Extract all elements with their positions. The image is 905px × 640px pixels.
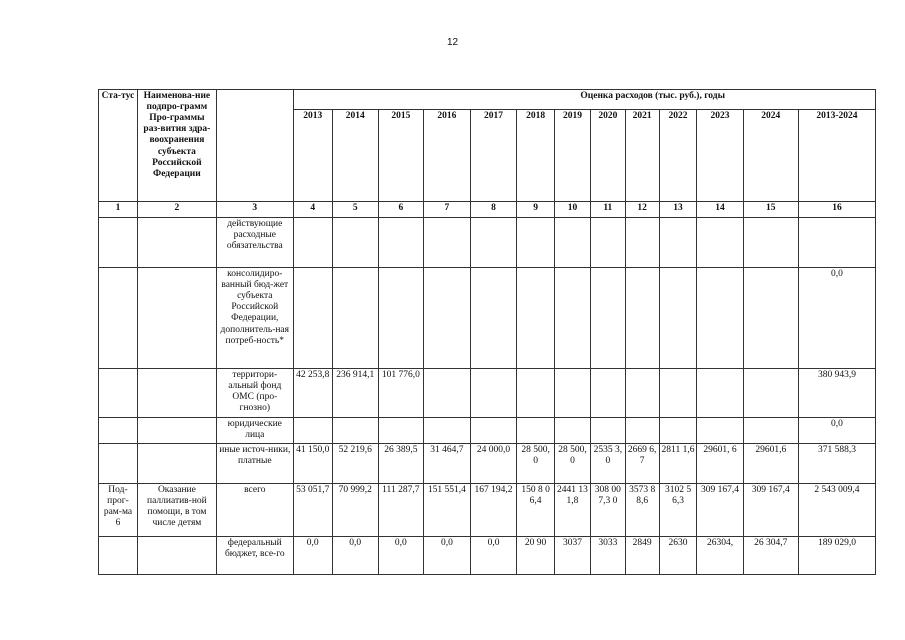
value-cell [423, 218, 470, 268]
value-cell: 167 194,2 [471, 484, 517, 537]
total-cell: 0,0 [798, 418, 875, 444]
value-cell: 111 287,7 [378, 484, 423, 537]
value-cell [293, 268, 332, 369]
column-number: 4 [293, 202, 332, 218]
value-cell [659, 418, 697, 444]
value-cell: 29601, 6 [697, 444, 743, 484]
column-number: 14 [697, 202, 743, 218]
value-cell: 41 150,0 [293, 444, 332, 484]
year-header: 2015 [378, 110, 423, 202]
year-header: 2024 [743, 110, 798, 202]
value-cell: 28 500,0 [517, 444, 555, 484]
value-cell: 151 551,4 [423, 484, 470, 537]
value-cell [697, 218, 743, 268]
table-row [99, 218, 876, 268]
header-subprogram: Наименова-ние подпро-грамм Про-граммы раз-вития здра-воохранения субъекта Российской Федерации [137, 90, 216, 202]
year-header: 2020 [590, 110, 625, 202]
column-number: 11 [590, 202, 625, 218]
expenditure-table [98, 89, 876, 575]
row-subprogram-name [137, 418, 216, 444]
value-cell [517, 369, 555, 418]
row-funding-source: федеральный бюджет, все-го [216, 537, 293, 575]
row-funding-source: иные источ-ники, платные [216, 444, 293, 484]
value-cell [625, 418, 659, 444]
year-header: 2016 [423, 110, 470, 202]
value-cell: 309 167,4 [743, 484, 798, 537]
value-cell: 53 051,7 [293, 484, 332, 537]
value-cell [378, 418, 423, 444]
value-cell [590, 218, 625, 268]
year-header: 2017 [471, 110, 517, 202]
value-cell [625, 369, 659, 418]
value-cell [555, 268, 591, 369]
value-cell: 29601,6 [743, 444, 798, 484]
value-cell: 26304, [697, 537, 743, 575]
value-cell: 52 219,6 [332, 444, 378, 484]
value-cell [471, 268, 517, 369]
value-cell: 236 914,1 [332, 369, 378, 418]
value-cell [743, 369, 798, 418]
value-cell: 0,0 [332, 537, 378, 575]
value-cell: 0,0 [378, 537, 423, 575]
value-cell [517, 418, 555, 444]
row-status [99, 369, 138, 418]
value-cell: 0,0 [423, 537, 470, 575]
value-cell [423, 418, 470, 444]
header-expenditure: Оценка расходов (тыс. руб.), годы [293, 90, 875, 110]
column-number: 7 [423, 202, 470, 218]
row-subprogram-name [137, 369, 216, 418]
value-cell [423, 369, 470, 418]
value-cell [471, 418, 517, 444]
value-cell [697, 418, 743, 444]
value-cell [659, 268, 697, 369]
row-status [99, 537, 138, 575]
year-header: 2019 [555, 110, 591, 202]
value-cell [293, 218, 332, 268]
total-cell: 380 943,9 [798, 369, 875, 418]
value-cell [625, 268, 659, 369]
value-cell [555, 369, 591, 418]
value-cell: 3102 56,3 [659, 484, 697, 537]
row-status [99, 218, 138, 268]
table-row [99, 268, 876, 369]
value-cell [471, 369, 517, 418]
value-cell: 2630 [659, 537, 697, 575]
value-cell [743, 418, 798, 444]
value-cell [743, 218, 798, 268]
value-cell [423, 268, 470, 369]
value-cell: 3573 88,6 [625, 484, 659, 537]
value-cell: 31 464,7 [423, 444, 470, 484]
column-number: 6 [378, 202, 423, 218]
table-row [99, 418, 876, 444]
value-cell: 2849 [625, 537, 659, 575]
row-subprogram-name [137, 218, 216, 268]
value-cell: 309 167,4 [697, 484, 743, 537]
value-cell [293, 418, 332, 444]
column-number: 1 [99, 202, 138, 218]
value-cell [625, 218, 659, 268]
column-number: 13 [659, 202, 697, 218]
total-cell: 2 543 009,4 [798, 484, 875, 537]
total-cell: 371 588,3 [798, 444, 875, 484]
value-cell: 308 007,3 0 [590, 484, 625, 537]
value-cell [590, 418, 625, 444]
year-header: 2014 [332, 110, 378, 202]
value-cell: 3033 [590, 537, 625, 575]
year-header: 2013 [293, 110, 332, 202]
value-cell [517, 218, 555, 268]
value-cell [697, 369, 743, 418]
table-row [99, 369, 876, 418]
value-cell [471, 218, 517, 268]
value-cell: 3037 [555, 537, 591, 575]
column-numbers-row [99, 202, 876, 218]
row-subprogram-name [137, 537, 216, 575]
table-row [99, 537, 876, 575]
value-cell: 70 999,2 [332, 484, 378, 537]
total-cell [798, 218, 875, 268]
column-number: 9 [517, 202, 555, 218]
row-status [99, 444, 138, 484]
value-cell: 0,0 [293, 537, 332, 575]
value-cell [590, 369, 625, 418]
value-cell [555, 418, 591, 444]
value-cell [659, 218, 697, 268]
value-cell: 26 304,7 [743, 537, 798, 575]
value-cell: 2535 3,0 [590, 444, 625, 484]
column-number: 3 [216, 202, 293, 218]
column-number: 12 [625, 202, 659, 218]
value-cell: 101 776,0 [378, 369, 423, 418]
value-cell: 2441 131,8 [555, 484, 591, 537]
value-cell [332, 218, 378, 268]
value-cell [659, 369, 697, 418]
value-cell: 20 90 [517, 537, 555, 575]
column-number: 15 [743, 202, 798, 218]
table-row [99, 484, 876, 537]
row-subprogram-name [137, 268, 216, 369]
value-cell: 26 389,5 [378, 444, 423, 484]
column-number: 5 [332, 202, 378, 218]
value-cell [332, 418, 378, 444]
row-status [99, 418, 138, 444]
value-cell [517, 268, 555, 369]
row-funding-source: всего [216, 484, 293, 537]
total-cell: 0,0 [798, 268, 875, 369]
value-cell [697, 268, 743, 369]
value-cell: 28 500,0 [555, 444, 591, 484]
header-source-empty [216, 90, 293, 202]
total-cell: 189 029,0 [798, 537, 875, 575]
row-funding-source: действующие расходные обязательства [216, 218, 293, 268]
value-cell: 24 000,0 [471, 444, 517, 484]
year-header: 2018 [517, 110, 555, 202]
row-subprogram-name [137, 444, 216, 484]
row-funding-source: территори-альный фонд ОМС (про-гнозно) [216, 369, 293, 418]
year-header: 2013-2024 [798, 110, 875, 202]
value-cell [555, 218, 591, 268]
value-cell [590, 268, 625, 369]
column-number: 16 [798, 202, 875, 218]
row-funding-source: юридические лица [216, 418, 293, 444]
value-cell [743, 268, 798, 369]
value-cell: 2811 1,6 [659, 444, 697, 484]
value-cell: 2669 6,7 [625, 444, 659, 484]
value-cell [332, 268, 378, 369]
value-cell: 0,0 [471, 537, 517, 575]
year-header: 2022 [659, 110, 697, 202]
table-row [99, 444, 876, 484]
column-number: 8 [471, 202, 517, 218]
header-status: Ста-тус [99, 90, 138, 202]
value-cell [378, 268, 423, 369]
column-number: 10 [555, 202, 591, 218]
value-cell [378, 218, 423, 268]
value-cell: 42 253,8 [293, 369, 332, 418]
row-status: Под-прог-рам-ма 6 [99, 484, 138, 537]
row-status [99, 268, 138, 369]
year-header: 2021 [625, 110, 659, 202]
table-body [99, 218, 876, 575]
column-number: 2 [137, 202, 216, 218]
value-cell: 150 8 06,4 [517, 484, 555, 537]
page-number: 12 [446, 37, 459, 48]
row-funding-source: консолидиро-ванный бюд-жет субъекта Российской Федерации, дополнитель-ная потреб-ность* [216, 268, 293, 369]
row-subprogram-name: Оказание паллиатив-ной помощи, в том числе детям [137, 484, 216, 537]
year-header: 2023 [697, 110, 743, 202]
